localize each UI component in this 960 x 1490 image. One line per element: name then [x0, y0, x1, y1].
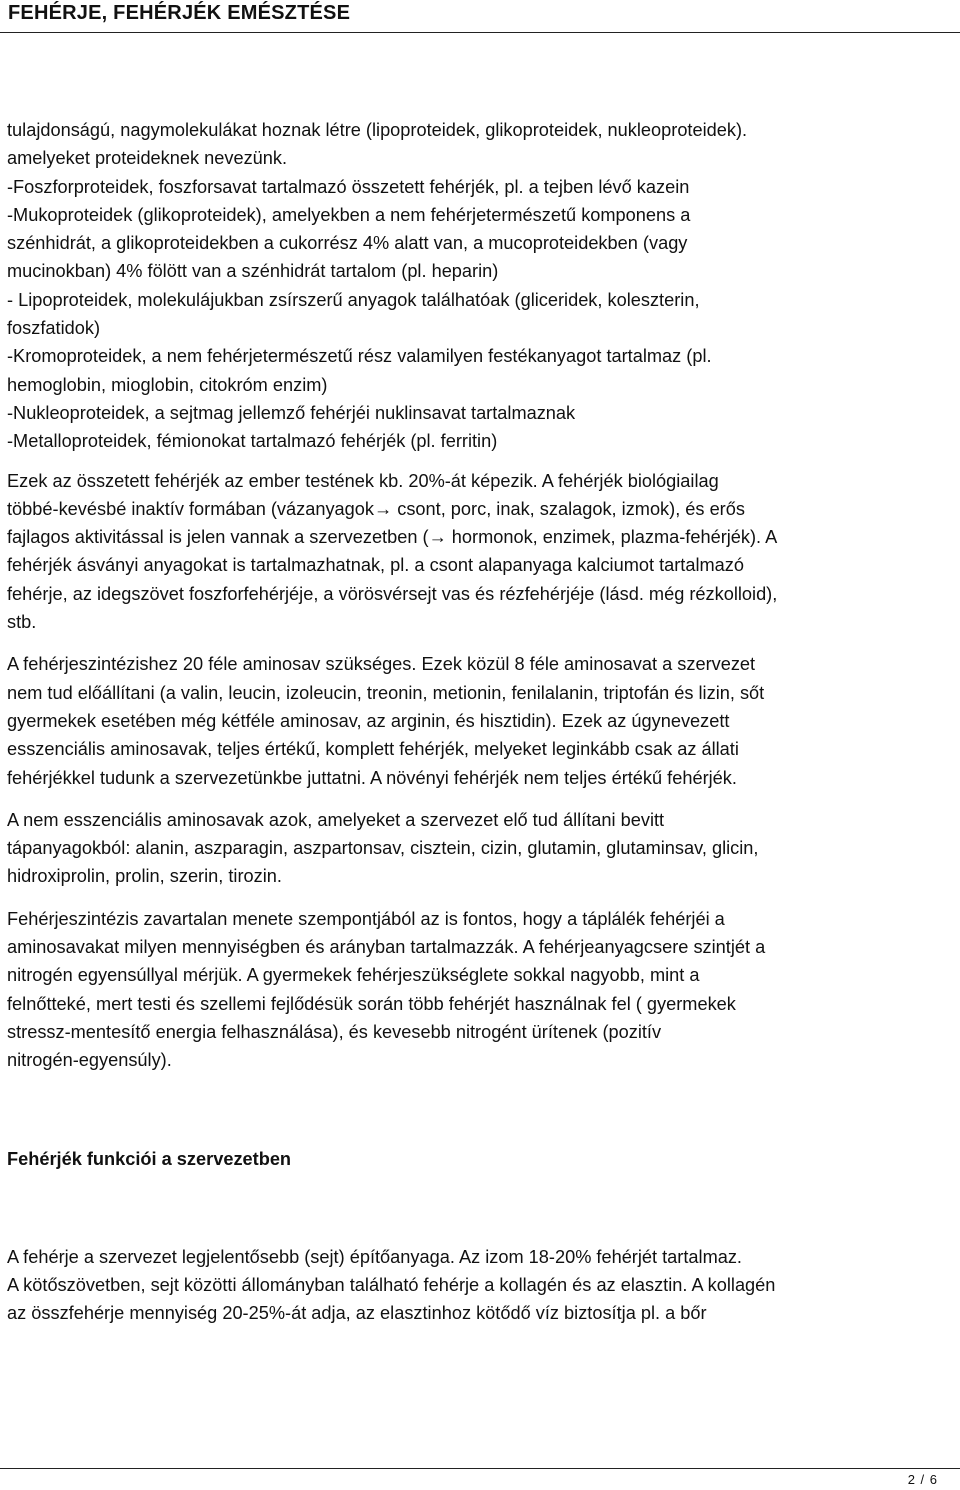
text-line: többé-kevésbé inaktív formában (vázanyagok→ csont, porc, inak, szalagok, izmok), és erős: [7, 498, 745, 519]
text-line: esszenciális aminosavak, teljes értékű, komplett fehérjék, melyeket leginkább csak az állati: [7, 739, 739, 760]
text-line: mucinokban) 4% fölött van a szénhidrát tartalom (pl. heparin): [7, 261, 499, 282]
page-number: 2 / 6: [907, 1472, 938, 1487]
text-line: fehérje, az idegszövet foszforfehérjéje, a vörösvérsejt vas és rézfehérjéje (lásd. még rézkolloid),: [7, 583, 778, 604]
text-line: fajlagos aktivitással is jelen vannak a szervezetben (→ hormonok, enzimek, plazma-fehérjék). A: [7, 527, 778, 548]
text-line: felnőtteké, mert testi és szellemi fejlődésük során több fehérjét használnak fel ( gyermekek: [7, 993, 736, 1014]
text-line: foszfatidok): [7, 318, 100, 339]
paragraph-spacer: [7, 792, 955, 806]
text-line: aminosavakat milyen mennyiségben és arányban tartalmazzák. A fehérjeanyagcsere szintjét a: [7, 937, 766, 958]
section-heading: Fehérjék funkciói a szervezetben: [7, 1148, 292, 1169]
text-line: nitrogén-egyensúly).: [7, 1050, 172, 1071]
text-line: -Foszforproteidek, foszforsavat tartalmazó összetett fehérjék, pl. a tejben lévő kazein: [7, 176, 690, 197]
text-line: nem tud előállítani (a valin, leucin, izoleucin, treonin, metionin, fenilalanin, triptofán és lizin, sőt: [7, 682, 765, 703]
text-line: fehérjékkel tudunk a szervezetünkbe juttatni. A növényi fehérjék nem teljes értékű fehérjék.: [7, 767, 737, 788]
text-line: tápanyagokból: alanin, aszparagin, aszpartonsav, cisztein, cizin, glutamin, glutaminsav, glicin,: [7, 838, 759, 859]
text-line: A kötőszövetben, sejt közötti állományban található fehérje a kollagén és az elasztin. A kollagén: [7, 1275, 776, 1296]
paragraph-composite-proteins: [7, 467, 955, 637]
paragraph-essential-aminoacids: [7, 650, 955, 791]
paragraph-protein-types: [7, 116, 955, 456]
text-line: gyermekek esetében még kétféle aminosav, az arginin, és hisztidin). Ezek az úgynevezett: [7, 710, 730, 731]
paragraph-spacer: [7, 891, 955, 905]
text-line: A fehérje a szervezet legjelentősebb (sejt) építőanyaga. Az izom 18-20% fehérjét tartalmaz.: [7, 1246, 742, 1267]
text-line: -Metalloproteidek, fémionokat tartalmazó fehérjék (pl. ferritin): [7, 431, 498, 452]
paragraph-protein-synthesis: [7, 905, 955, 1075]
document-title: FEHÉRJE, FEHÉRJÉK EMÉSZTÉSE: [8, 2, 351, 24]
section-spacer: [7, 1075, 955, 1145]
text-line: -Mukoproteidek (glikoproteidek), amelyekben a nem fehérjetermészetű komponens a: [7, 204, 691, 225]
text-line: hemoglobin, mioglobin, citokróm enzim): [7, 374, 328, 395]
text-line: szénhidrát, a glikoproteidekben a cukorrész 4% alatt van, a mucoproteidekben (vagy: [7, 233, 688, 254]
text-line: tulajdonságú, nagymolekulákat hoznak létre (lipoproteidek, glikoproteidek, nukleoproteidek).: [7, 120, 748, 140]
text-line: - Lipoproteidek, molekulájukban zsírszerű anyagok találhatóak (gliceridek, koleszterin,: [7, 289, 700, 310]
text-line: amelyeket proteideknek nevezünk.: [7, 148, 288, 169]
paragraph-spacer: [7, 456, 955, 467]
paragraph-nonessential-aminoacids: [7, 806, 955, 891]
footer-divider: [0, 1468, 960, 1469]
text-line: stressz-mentesítő energia felhasználása), és kevesebb nitrogént ürítenek (pozitív: [7, 1021, 662, 1042]
text-line: az összfehérje mennyiség 20-25%-át adja, az elasztinhoz kötődő víz biztosítja pl. a bőr: [7, 1303, 707, 1324]
text-line: -Kromoproteidek, a nem fehérjetermészetű rész valamilyen festékanyagot tartalmaz (pl.: [7, 346, 712, 367]
text-line: A fehérjeszintézishez 20 féle aminosav szükséges. Ezek közül 8 féle aminosavat a szervezet: [7, 654, 756, 675]
text-line: hidroxiprolin, prolin, szerin, tirozin.: [7, 866, 282, 887]
header-divider: [0, 32, 960, 33]
document-body: [7, 116, 955, 1328]
text-line: -Nukleoproteidek, a sejtmag jellemző fehérjéi nuklinsavat tartalmaznak: [7, 402, 576, 423]
document-footer: [0, 1468, 960, 1490]
text-line: Fehérjeszintézis zavartalan menete szempontjából az is fontos, hogy a táplálék fehérjéi a: [7, 908, 725, 929]
text-line: stb.: [7, 612, 37, 633]
text-line: fehérjék ásványi anyagokat is tartalmazhatnak, pl. a csont alapanyaga kalciumot tartalmazó: [7, 555, 744, 576]
document-header: [0, 0, 960, 36]
text-line: A nem esszenciális aminosavak azok, amelyeket a szervezet elő tud állítani bevitt: [7, 809, 665, 830]
text-line: Ezek az összetett fehérjék az ember testének kb. 20%-át képezik. A fehérjék biológiailag: [7, 470, 719, 491]
paragraph-spacer: [7, 636, 955, 650]
section-spacer: [7, 1173, 955, 1243]
text-line: nitrogén egyensúllyal mérjük. A gyermekek fehérjeszükséglete sokkal nagyobb, mint a: [7, 965, 700, 986]
paragraph-protein-functions: [7, 1243, 955, 1328]
